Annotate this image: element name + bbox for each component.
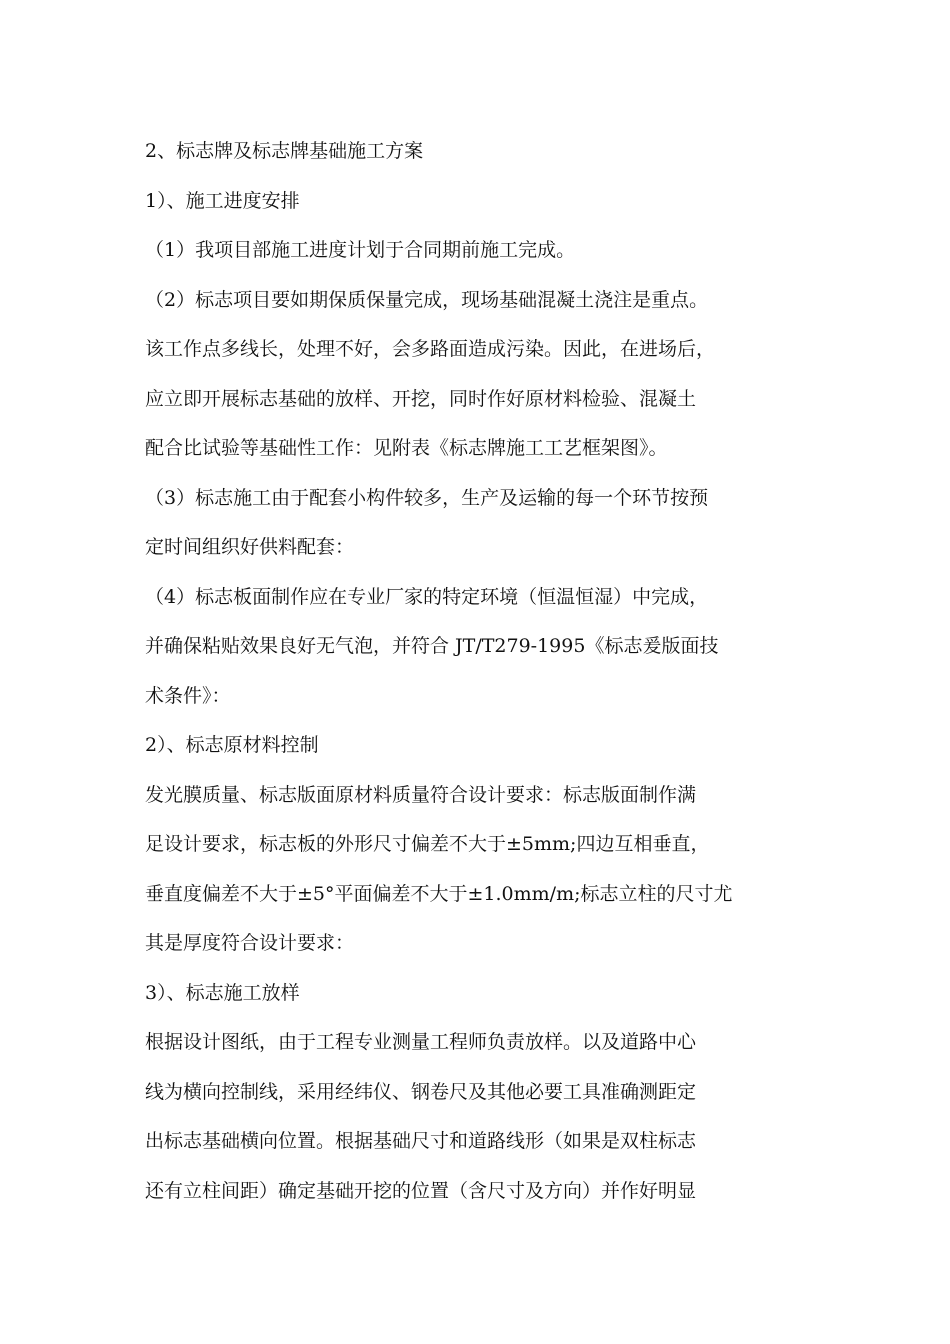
- text-line: （4）标志板面制作应在专业厂家的特定环境（恒温恒湿）中完成，: [145, 585, 709, 608]
- text-line: 线为横向控制线，采用经纬仪、钢卷尺及其他必要工具准确测距定: [145, 1080, 697, 1103]
- subsection-heading: 1）、施工进度安排: [145, 189, 300, 212]
- text-line: 出标志基础横向位置。根据基础尺寸和道路线形（如果是双柱标志: [145, 1130, 697, 1152]
- text-line: 垂直度偏差不大于±5°平面偏差不大于±1.0mm/m;标志立柱的尺寸尤: [145, 882, 733, 905]
- subsection-heading: 2）、标志原材料控制: [145, 734, 319, 756]
- section-heading: 2、标志牌及标志牌基础施工方案: [145, 140, 424, 162]
- text-line: 应立即开展标志基础的放样、开挖，同时作好原材料检验、混凝土: [145, 387, 697, 410]
- text-line: （2）标志项目要如期保质保量完成，现场基础混凝土浇注是重点。: [145, 288, 709, 311]
- text-line: （3）标志施工由于配套小构件较多，生产及运输的每一个环节按预: [145, 486, 709, 509]
- text-line: 配合比试验等基础性工作：见附表《标志牌施工工艺框架图》。: [145, 437, 668, 459]
- text-line: 发光膜质量、标志版面原材料质量符合设计要求：标志版面制作满: [145, 783, 697, 806]
- text-line: 还有立柱间距）确定基础开挖的位置（含尺寸及方向）并作好明显: [145, 1179, 697, 1202]
- text-line: 该工作点多线长，处理不好，会多路面造成污染。因此，在进场后，: [145, 338, 716, 360]
- text-line: （1）我项目部施工进度计划于合同期前施工完成。: [145, 239, 576, 261]
- text-line: 其是厚度符合设计要求：: [145, 932, 355, 954]
- text-line: 定时间组织好供料配套：: [145, 536, 355, 558]
- text-line: 足设计要求，标志板的外形尺寸偏差不大于±5mm;四边互相垂直，: [145, 833, 710, 855]
- text-line: 并确保粘贴效果良好无气泡，并符合 JT/T279-1995《标志爰版面技: [145, 635, 719, 657]
- subsection-heading: 3）、标志施工放样: [145, 981, 300, 1004]
- document-body: [145, 127, 810, 1216]
- text-line: 术条件》：: [145, 684, 231, 707]
- text-line: 根据设计图纸，由于工程专业测量工程师负责放样。以及道路中心: [145, 1031, 697, 1053]
